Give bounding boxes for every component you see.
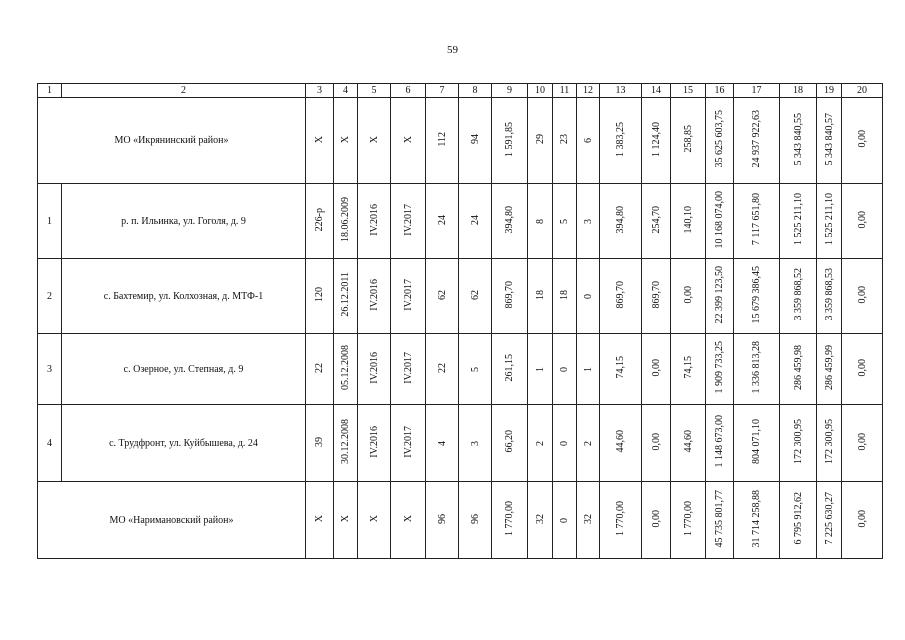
cell-value: 74,15 [682, 356, 694, 379]
cell-value: 0 [559, 440, 570, 446]
cell-value: 22 [436, 362, 448, 373]
cell-value: 35 625 603,75 [714, 110, 725, 168]
data-cell [734, 334, 780, 405]
cell-value: 0,00 [856, 509, 868, 528]
data-cell [817, 259, 842, 334]
cell-value: 1 [534, 366, 546, 372]
cell-value: 0,00 [856, 285, 868, 304]
data-cell [780, 482, 817, 559]
cell-value: 2 [534, 440, 546, 446]
cell-value: 0 [559, 366, 570, 372]
cell-value: 1 336 813,28 [751, 341, 762, 394]
data-cell [492, 184, 528, 259]
data-cell [817, 482, 842, 559]
cell-value: 172 300,95 [792, 419, 804, 464]
data-cell [577, 405, 600, 482]
cell-value: 24 [436, 214, 448, 225]
cell-value: 1 770,00 [504, 501, 515, 536]
table-row [38, 405, 883, 482]
cell-value: 23 [559, 134, 570, 144]
cell-value: 8 [534, 218, 546, 224]
column-number: 8 [459, 84, 492, 98]
data-cell [817, 184, 842, 259]
data-cell [642, 259, 671, 334]
cell-value: Х [340, 515, 351, 523]
cell-value: 0,00 [856, 210, 868, 229]
data-cell [391, 482, 426, 559]
cell-value: IV.2016 [368, 425, 380, 458]
cell-value: 1 591,85 [504, 121, 515, 157]
cell-value: Х [402, 135, 414, 143]
data-cell [577, 334, 600, 405]
cell-value: IV.2017 [402, 425, 414, 458]
row-number: 2 [38, 259, 62, 334]
data-cell [706, 98, 734, 184]
column-number: 4 [334, 84, 358, 98]
cell-value: 0,00 [650, 509, 662, 528]
cell-value: 18 [559, 289, 570, 300]
column-number: 17 [734, 84, 780, 98]
data-cell [842, 184, 883, 259]
data-cell [842, 98, 883, 184]
cell-value: 0,00 [856, 432, 868, 451]
column-number: 13 [600, 84, 642, 98]
cell-value: 1 148 673,00 [714, 415, 725, 468]
column-number: 10 [528, 84, 553, 98]
cell-value: 261,15 [504, 353, 515, 382]
column-number-row [38, 84, 883, 98]
column-number: 18 [780, 84, 817, 98]
cell-value: 394,80 [504, 205, 515, 234]
cell-value: 26.12.2011 [340, 272, 351, 317]
group-row [38, 482, 883, 559]
column-number: 12 [577, 84, 600, 98]
cell-value: IV.2016 [368, 351, 380, 384]
address-cell: с. Бахтемир, ул. Колхозная, д. МТФ-1 [62, 259, 306, 334]
column-number: 1 [38, 84, 62, 98]
column-number: 7 [426, 84, 459, 98]
data-cell [600, 334, 642, 405]
data-cell [306, 334, 334, 405]
column-number: 19 [817, 84, 842, 98]
data-cell [706, 184, 734, 259]
cell-value: 1 [582, 366, 594, 372]
cell-value: 869,70 [650, 280, 662, 309]
cell-value: 5 343 840,55 [792, 112, 804, 166]
data-cell [528, 482, 553, 559]
cell-value: 0,00 [856, 358, 868, 377]
cell-value: IV.2017 [402, 351, 414, 384]
data-cell [528, 334, 553, 405]
data-cell [306, 98, 334, 184]
cell-value: 24 [469, 214, 481, 225]
data-cell [553, 259, 577, 334]
data-cell [817, 98, 842, 184]
data-cell [334, 184, 358, 259]
cell-value: Х [314, 515, 325, 523]
cell-value: 2 [582, 440, 594, 446]
cell-value: 74,15 [615, 356, 626, 379]
data-cell [734, 259, 780, 334]
column-number: 3 [306, 84, 334, 98]
table-row [38, 334, 883, 405]
data-cell [459, 184, 492, 259]
cell-value: 286 459,99 [823, 345, 835, 390]
page-number: 59 [447, 44, 458, 56]
cell-value: 15 679 386,45 [751, 265, 762, 324]
cell-value: 62 [436, 289, 448, 300]
cell-value: 286 459,98 [792, 345, 804, 390]
cell-value: 120 [314, 287, 325, 302]
data-cell [426, 98, 459, 184]
cell-value: 5 [469, 366, 481, 372]
data-cell [817, 334, 842, 405]
cell-value: 394,80 [615, 205, 626, 234]
table-row [38, 184, 883, 259]
cell-value: 66,20 [504, 430, 515, 453]
data-cell [671, 405, 706, 482]
cell-value: 226-р [314, 207, 325, 232]
data-cell [706, 259, 734, 334]
cell-value: 18.06.2009 [340, 197, 351, 242]
cell-value: 112 [436, 131, 448, 147]
data-cell [577, 482, 600, 559]
cell-value: 0,00 [682, 285, 694, 304]
cell-value: 29 [534, 134, 546, 144]
column-number: 20 [842, 84, 883, 98]
data-cell [734, 482, 780, 559]
cell-value: 4 [436, 440, 448, 446]
cell-value: 0,00 [856, 130, 868, 148]
data-cell [817, 405, 842, 482]
data-cell [306, 259, 334, 334]
data-cell [528, 259, 553, 334]
data-cell [706, 405, 734, 482]
data-cell [492, 98, 528, 184]
data-cell [528, 184, 553, 259]
cell-value: IV.2017 [402, 203, 414, 236]
data-cell [734, 184, 780, 259]
cell-value: IV.2016 [368, 278, 380, 311]
data-cell [358, 334, 391, 405]
table-row [38, 259, 883, 334]
data-cell [391, 259, 426, 334]
cell-value: 62 [469, 289, 481, 300]
cell-value: Х [368, 135, 380, 143]
column-number: 9 [492, 84, 528, 98]
cell-value: 0,00 [650, 432, 662, 451]
cell-value: 32 [582, 513, 594, 524]
cell-value: 96 [469, 513, 481, 524]
cell-value: 0 [582, 293, 594, 299]
cell-value: 6 [582, 138, 594, 143]
data-cell [706, 334, 734, 405]
cell-value: 1 525 211,10 [823, 193, 835, 246]
cell-value: 3 359 868,53 [823, 268, 835, 321]
cell-value: 05.12.2008 [340, 345, 351, 390]
cell-value: 140,10 [682, 205, 694, 234]
cell-value: 3 [469, 440, 481, 446]
cell-value: 44,60 [682, 430, 694, 453]
column-number: 14 [642, 84, 671, 98]
data-cell [528, 405, 553, 482]
data-cell [459, 334, 492, 405]
cell-value: 44,60 [615, 430, 626, 453]
data-cell [459, 259, 492, 334]
data-cell [642, 184, 671, 259]
cell-value: 3 [582, 218, 594, 224]
cell-value: 5 [559, 218, 570, 224]
cell-value: 1 909 733,25 [714, 341, 725, 394]
row-number: 4 [38, 405, 62, 482]
data-cell [358, 98, 391, 184]
data-cell [492, 405, 528, 482]
data-cell [600, 98, 642, 184]
cell-value: 0,00 [650, 358, 662, 377]
cell-value: 94 [469, 134, 481, 144]
data-cell [426, 259, 459, 334]
cell-value: 7 117 651,80 [751, 193, 762, 246]
cell-value: 6 795 912,62 [792, 492, 804, 545]
data-cell [426, 184, 459, 259]
cell-value: 1 124,40 [650, 121, 662, 157]
data-cell [391, 405, 426, 482]
data-cell [391, 98, 426, 184]
data-cell [358, 482, 391, 559]
data-cell [306, 405, 334, 482]
cell-value: 5 343 840,57 [823, 112, 835, 166]
cell-value: 1 525 211,10 [792, 193, 804, 246]
cell-value: 3 359 868,52 [792, 268, 804, 321]
group-row [38, 98, 883, 184]
column-number: 15 [671, 84, 706, 98]
cell-value: 22 399 123,50 [714, 265, 725, 324]
data-cell [671, 334, 706, 405]
cell-value: 18 [534, 289, 546, 300]
data-cell [426, 482, 459, 559]
column-number: 16 [706, 84, 734, 98]
data-cell [459, 405, 492, 482]
cell-value: Х [368, 515, 380, 523]
housing-program-table [37, 83, 883, 559]
data-cell [577, 259, 600, 334]
cell-value: 1 770,00 [615, 501, 626, 536]
cell-value: 1 383,25 [615, 121, 626, 157]
data-cell [492, 259, 528, 334]
column-number: 2 [62, 84, 306, 98]
data-cell [671, 482, 706, 559]
data-cell [459, 482, 492, 559]
data-cell [642, 482, 671, 559]
cell-value: 258,85 [682, 125, 694, 153]
data-cell [600, 405, 642, 482]
data-cell [553, 184, 577, 259]
cell-value: 96 [436, 513, 448, 524]
row-number: 3 [38, 334, 62, 405]
data-cell [334, 334, 358, 405]
data-cell [734, 405, 780, 482]
data-cell [780, 259, 817, 334]
data-cell [780, 184, 817, 259]
cell-value: Х [402, 515, 414, 523]
cell-value: 172 300,95 [823, 419, 835, 464]
cell-value: Х [340, 135, 351, 143]
data-cell [577, 184, 600, 259]
cell-value: 0 [559, 517, 570, 523]
data-cell [600, 482, 642, 559]
data-cell [842, 334, 883, 405]
data-cell [553, 98, 577, 184]
data-cell [358, 405, 391, 482]
data-cell [671, 184, 706, 259]
address-cell: с. Трудфронт, ул. Куйбышева, д. 24 [62, 405, 306, 482]
data-cell [842, 259, 883, 334]
cell-value: 869,70 [615, 280, 626, 309]
row-number: 1 [38, 184, 62, 259]
data-cell [358, 184, 391, 259]
data-cell [334, 259, 358, 334]
cell-value: 45 735 801,77 [714, 489, 725, 548]
cell-value: 1 770,00 [682, 501, 694, 536]
data-cell [492, 334, 528, 405]
data-cell [642, 334, 671, 405]
cell-value: 32 [534, 513, 546, 524]
data-cell [780, 405, 817, 482]
data-cell [671, 98, 706, 184]
data-cell [734, 98, 780, 184]
data-cell [358, 259, 391, 334]
data-cell [306, 184, 334, 259]
cell-value: 10 168 074,00 [714, 190, 725, 249]
data-cell [528, 98, 553, 184]
cell-value: 7 225 630,27 [823, 492, 835, 545]
cell-value: 24 937 922,63 [751, 110, 762, 168]
address-cell: р. п. Ильинка, ул. Гоголя, д. 9 [62, 184, 306, 259]
data-cell [426, 405, 459, 482]
data-cell [391, 184, 426, 259]
cell-value: IV.2017 [402, 278, 414, 311]
data-cell [553, 482, 577, 559]
data-cell [306, 482, 334, 559]
data-cell [780, 334, 817, 405]
data-cell [426, 334, 459, 405]
column-number: 5 [358, 84, 391, 98]
data-cell [842, 482, 883, 559]
data-cell [671, 259, 706, 334]
column-number: 6 [391, 84, 426, 98]
address-cell: с. Озерное, ул. Степная, д. 9 [62, 334, 306, 405]
cell-value: 30.12.2008 [340, 419, 351, 464]
cell-value: IV.2016 [368, 203, 380, 236]
data-cell [553, 405, 577, 482]
data-cell [642, 98, 671, 184]
group-name: МО «Наримановский район» [38, 482, 306, 559]
data-cell [600, 259, 642, 334]
column-number: 11 [553, 84, 577, 98]
data-cell [577, 98, 600, 184]
data-cell [334, 405, 358, 482]
cell-value: 22 [314, 362, 325, 373]
cell-value: 31 714 258,88 [751, 489, 762, 548]
cell-value: 254,70 [650, 205, 662, 234]
cell-value: 39 [314, 436, 325, 447]
data-cell [780, 98, 817, 184]
data-cell [706, 482, 734, 559]
data-cell [642, 405, 671, 482]
data-cell [391, 334, 426, 405]
cell-value: 804 071,10 [751, 419, 762, 464]
data-cell [334, 98, 358, 184]
data-cell [334, 482, 358, 559]
data-cell [459, 98, 492, 184]
data-cell [553, 334, 577, 405]
cell-value: Х [314, 135, 325, 143]
group-name: МО «Икрянинский район» [38, 98, 306, 184]
data-cell [600, 184, 642, 259]
data-cell [492, 482, 528, 559]
cell-value: 869,70 [504, 280, 515, 309]
data-cell [842, 405, 883, 482]
